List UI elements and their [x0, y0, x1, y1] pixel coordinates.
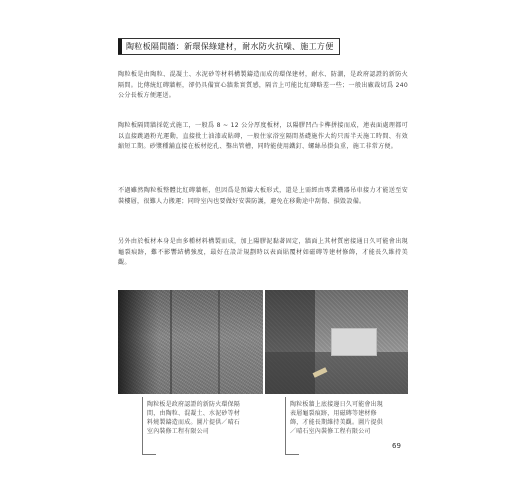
caption-border: [142, 397, 143, 455]
body-paragraph-4: 另外由於板材本身是由多種材料構製而成，加上陽膠泥黏著固定，牆面上其材質密接通日久可能會出現龜裂痕跡，難不影響結構強度，最好在設計規劃時以表面貼覆材如磁磚等建材修飾，才能長久維持美觀。: [118, 238, 408, 267]
body-paragraph-2: 陶粒板隔間牆採乾式施工，一般爲 8 ~ 12 公分厚度板材，以陽膠凹凸卡榫拼接而成，連表面處理都可以直接跳過粉光運動，直接批土油漆或貼磚，一般住家浴室隔間基礎施作大約只需半天施工時間、有效縮短工期。砂漿種舖直接在板材挖孔、鑿出管槽，同時能使用鐵釘、螺絲吊掛負重，施工非常方便。: [118, 122, 408, 151]
page-number: 69: [392, 442, 401, 450]
panel-seam: [170, 290, 172, 394]
photo-white-panel: [331, 328, 377, 356]
body-paragraph-1: 陶粒板是由陶粒、混凝土、水泥砂等材料構製鑄造而成的環保建材，耐水、防潮，是政府認證的新防火隔間。比傳統紅磚牆輕，卻仍具備實心牆紮實質感，隔音上可能比紅磚略差一些；一般出廠裁切爲 240 公分長板方便運送。: [118, 71, 408, 100]
caption-border: [142, 454, 156, 455]
photo-ceramsite-wall-room: [265, 290, 408, 394]
section-heading: [118, 38, 340, 55]
caption-border: [285, 397, 286, 455]
photo-floor: [265, 352, 408, 394]
photo-caption-right: 陶粒板牆上底接邊日久可能會出現表層龜裂痕跡，用磁磚等建材修飾，才能長期維持美觀。圖片提供／晴石室內裝修工程有限公司: [290, 401, 384, 435]
section-heading-text: 陶粒板隔間牆：新環保綠建材，耐水防火抗噪、施工方便: [126, 42, 334, 51]
caption-border: [285, 454, 299, 455]
photo-ceramsite-wall-corner: [118, 290, 263, 394]
panel-seam: [218, 290, 220, 394]
photo-caption-left: 陶粒板是政府認證的新防火環保隔間，由陶粒、混凝土、水泥砂等材料燒製鑄造而成。圖片提供／晴石室內裝修工程有限公司: [147, 401, 241, 435]
body-paragraph-3: 不過雖然陶粒板整體比紅磚牆輕，但因爲是預鑄大板形式，還是上需經由專業機器吊車接力才能送至安裝樓層，很難人力搬運；同時室內也要做好安裝防護，避免在移動途中刮傷、損毀設備。: [118, 187, 408, 205]
